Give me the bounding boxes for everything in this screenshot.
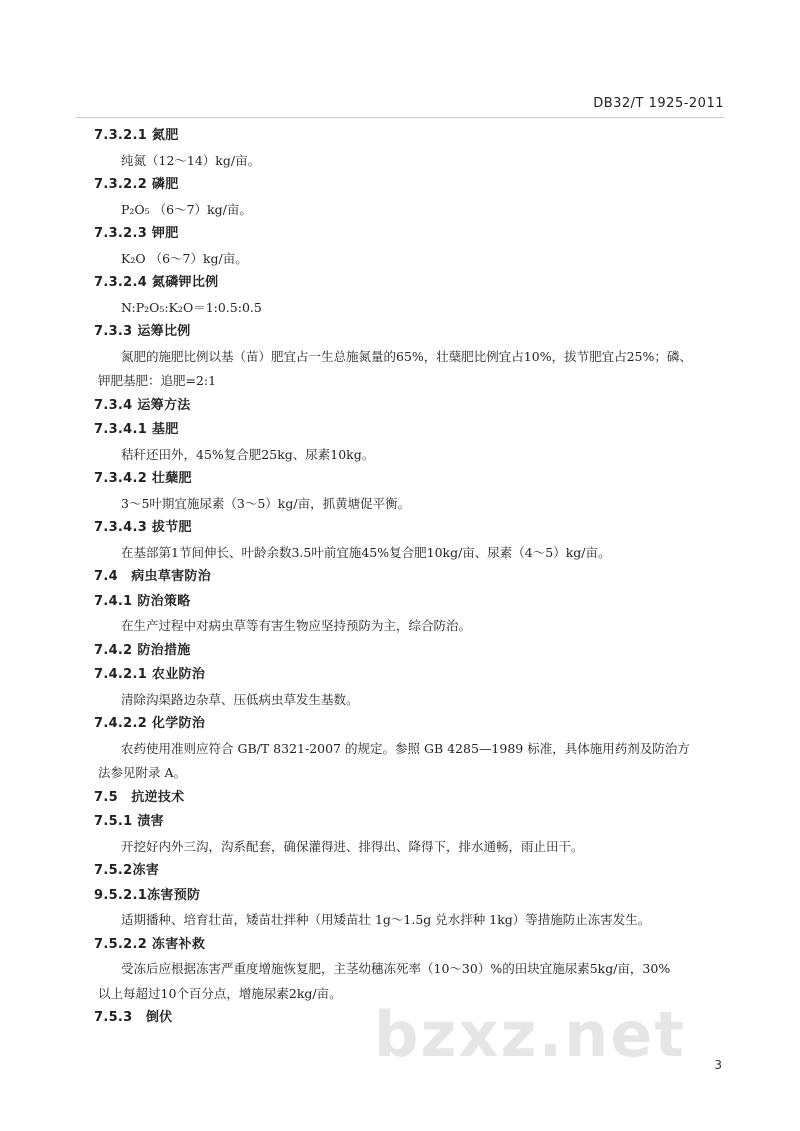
section-heading: 7.3.4 运筹方法	[94, 397, 191, 413]
paragraph-line: 农药使用准则应符合 GB/T 8321-2007 的规定。参照 GB 4285—1989 标准，具体施用药剂及防治方	[121, 740, 690, 756]
section-heading: 7.5.1 渍害	[94, 814, 164, 829]
document-code: DB32/T 1925-2011	[593, 96, 724, 111]
document-body	[94, 124, 734, 1031]
section-heading: 7.3.2.1 氮肥	[94, 128, 179, 143]
section-heading: 7.5.3 倒伏	[94, 1010, 173, 1025]
paragraph-line: P₂O₅ （6～7）kg/亩。	[121, 201, 252, 217]
paragraph-line: 钾肥基肥：追肥=2:1	[98, 373, 217, 388]
section-heading: 7.4.2 防治措施	[94, 642, 191, 658]
section-heading: 7.5.2.2 冻害补救	[94, 936, 206, 952]
section-heading: 7.5 抗逆技术	[94, 789, 185, 805]
section-heading: 7.4.2.1 农业防治	[94, 667, 206, 682]
section-heading: 9.5.2.1冻害预防	[94, 887, 201, 903]
section-heading: 7.3.4.1 基肥	[94, 422, 179, 437]
paragraph-line: 在生产过程中对病虫草等有害生物应坚持预防为主，综合防治。	[121, 618, 472, 633]
section-heading: 7.3.2.2 磷肥	[94, 177, 179, 192]
paragraph-line: N:P₂O₅:K₂O＝1:0.5:0.5	[121, 299, 262, 315]
paragraph-line: K₂O （6～7）kg/亩。	[121, 250, 248, 266]
page-number: 3	[714, 1058, 722, 1072]
paragraph-line: 适期播种、培育壮苗，矮苗壮拌种（用矮苗壮 1g～1.5g 兑水拌种 1kg）等措施防止冻害发生。	[121, 912, 651, 927]
paragraph-line: 开挖好内外三沟，沟系配套，确保灌得进、排得出、降得下，排水通畅，雨止田干。	[121, 838, 584, 854]
section-heading: 7.3.2.4 氮磷钾比例	[94, 275, 219, 290]
paragraph-line: 秸秆还田外，45%复合肥25kg、尿素10kg。	[121, 446, 375, 462]
paragraph-line: 清除沟渠路边杂草、压低病虫草发生基数。	[121, 691, 359, 707]
paragraph-line: 纯氮（12～14）kg/亩。	[121, 152, 261, 168]
section-heading: 7.3.4.3 拔节肥	[94, 520, 192, 535]
paragraph-line: 氮肥的施肥比例以基（苗）肥宜占一生总施氮量的65%，壮蘖肥比例宜占10%，拔节肥宜占25%；磷、	[121, 348, 692, 364]
header-divider	[76, 117, 724, 118]
section-heading: 7.5.2冻害	[94, 863, 160, 878]
section-heading: 7.4.1 防治策略	[94, 593, 191, 609]
section-heading: 7.3.3 运筹比例	[94, 324, 191, 339]
section-heading: 7.3.2.3 钾肥	[94, 226, 179, 241]
section-heading: 7.3.4.2 壮蘖肥	[94, 471, 192, 486]
section-heading: 7.4 病虫草害防治	[94, 569, 212, 584]
paragraph-line: 在基部第1节间伸长、叶龄余数3.5叶前宜施45%复合肥10kg/亩、尿素（4～5）kg/亩。	[121, 544, 611, 560]
paragraph-line: 受冻后应根据冻害严重度增施恢复肥，主茎幼穗冻死率（10～30）%的田块宜施尿素5kg/亩，30%	[121, 961, 671, 976]
paragraph-line: 法参见附录 A。	[98, 765, 187, 780]
paragraph-line: 3～5叶期宜施尿素（3～5）kg/亩，抓黄塘促平衡。	[121, 495, 411, 511]
watermark-logo: bzxz.net	[374, 998, 686, 1071]
paragraph-line: 以上每超过10个百分点，增施尿素2kg/亩。	[98, 985, 342, 1001]
section-heading: 7.4.2.2 化学防治	[94, 716, 206, 731]
